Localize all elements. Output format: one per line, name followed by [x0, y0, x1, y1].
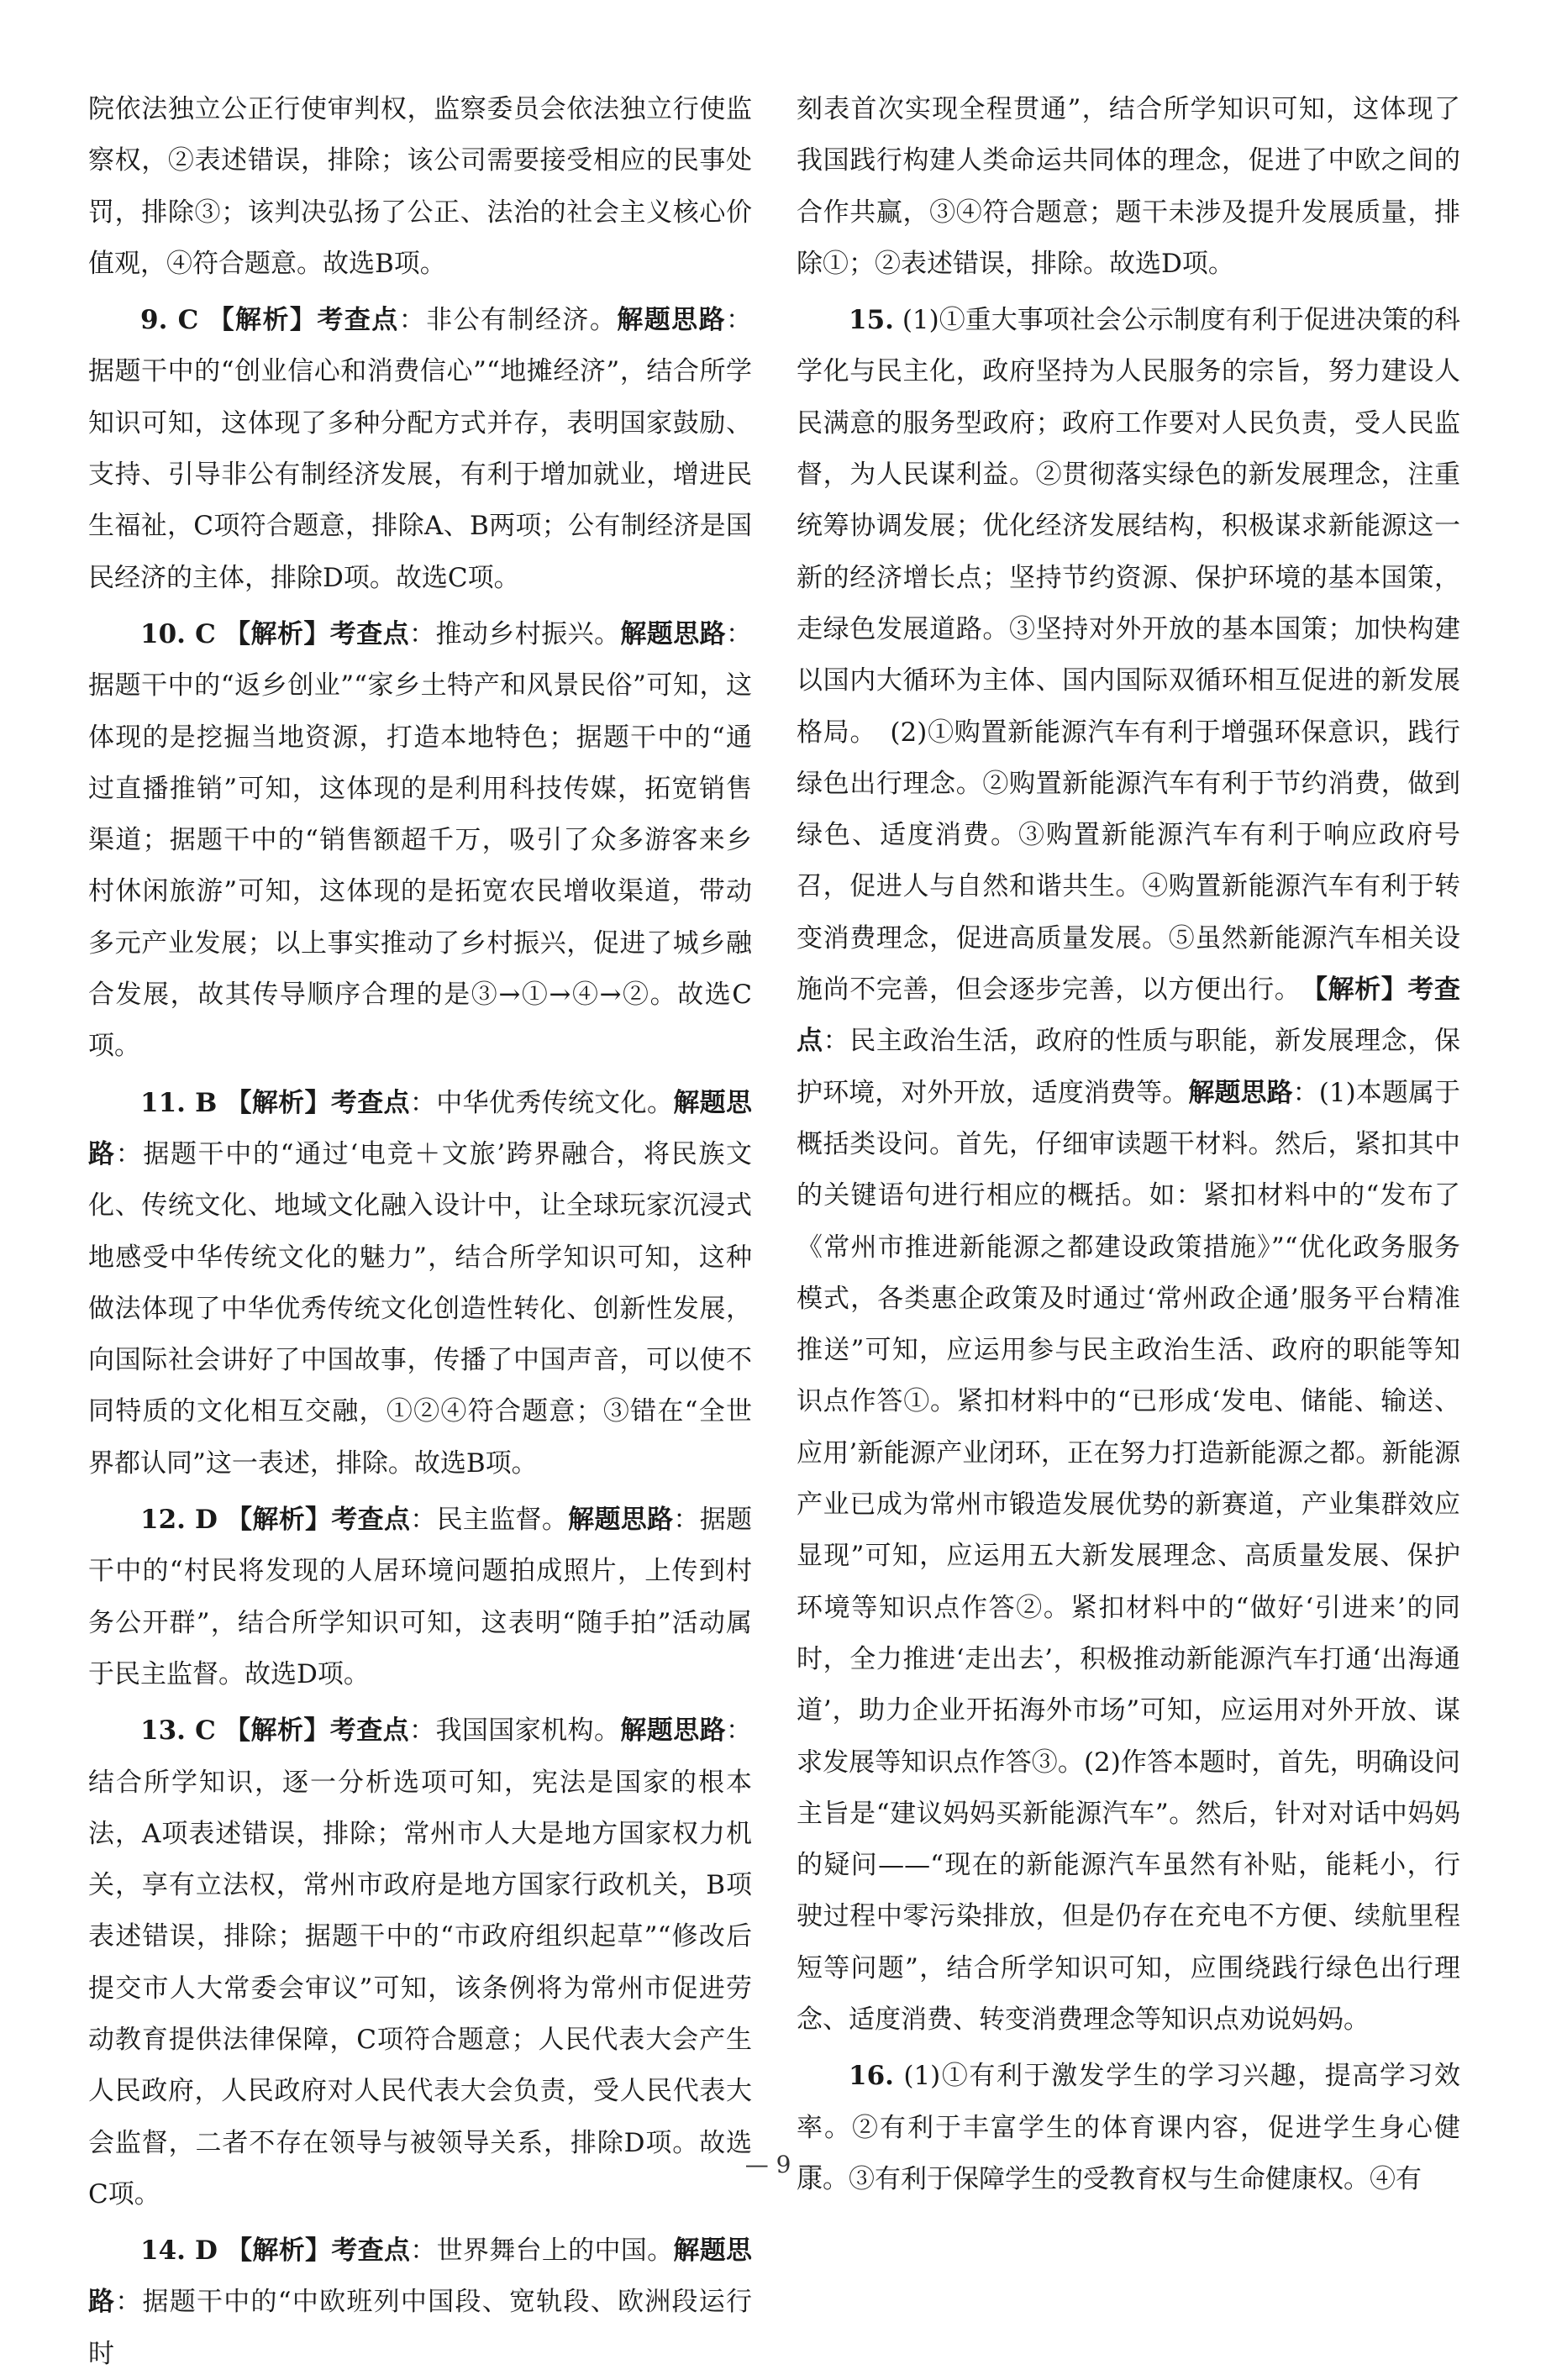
item-8-cont: [88, 84, 752, 290]
answer-number: 12. D: [140, 1505, 218, 1536]
solution-idea-label: 解题思路: [617, 305, 727, 336]
space: [216, 619, 224, 649]
space: [218, 2236, 226, 2266]
analysis-tag: 【解析】: [208, 305, 318, 336]
solution-idea-label: 解题思路: [88, 1087, 753, 1169]
answer-number: 16.: [849, 2061, 894, 2092]
answer-number: 13. C: [140, 1715, 216, 1747]
explanation-text: ：据题干中的“村民将发现的人居环境问题拍成照片，上传到村务公开群”，结合所学知识可知，这表明“随手拍”活动属于民主监督。故选D项。: [88, 1505, 753, 1689]
analysis-tag: 【解析】: [225, 1087, 331, 1118]
key-point-text: ：民主监督。: [410, 1505, 569, 1536]
space: [218, 1505, 226, 1535]
key-point-label: 考查点: [317, 305, 399, 336]
solution-idea-label: 解题思路: [568, 1505, 674, 1536]
item-11: [88, 1078, 752, 1489]
space: [198, 305, 208, 335]
key-point-label: 考查点: [329, 1715, 410, 1747]
explanation-text: 刻表首次实现全程贯通”，结合所学知识可知，这体现了我国践行构建人类命运共同体的理念，促进了中欧之间的合作共赢，③④符合题意；题干未涉及提升发展质量，排除①；②表述错误，排除。故选D项。: [797, 94, 1460, 279]
analysis-tag: 【解析】: [224, 618, 330, 649]
item-10: [88, 609, 752, 1073]
answer-text: (1)①重大事项社会公示制度有利于促进决策的科学化与民主化，政府坚持为人民服务的宗旨，努力建设人民满意的服务型政府；政府工作要对人民负责，受人民监督，为人民谋利益。②贯彻落实绿色的新发展理念，注重统筹协调发展；优化经济发展结构，积极谋求新能源这一新的经济增长点；坚持节约资源、保护环境的基本国策，走绿色发展道路。③坚持对外开放的基本国策；加快构建以国内大循环为主体、国内国际双循环相互促进的新发展格局。 (2)①购置新能源汽车有利于增强环保意识，践行绿色出行理念。②购置新能源汽车有利于节约消费，做到绿色、适度消费。③购置新能源汽车有利于响应政府号召，促进人与自然和谐共生。④购置新能源汽车有利于转变消费理念，促进高质量发展。⑤虽然新能源汽车相关设施尚不完善，但会逐步完善，以方便出行。: [797, 305, 1460, 1006]
answer-number: 15.: [849, 305, 894, 336]
item-16: [797, 2051, 1460, 2205]
key-point-text: ：我国国家机构。: [409, 1715, 621, 1747]
answer-number: 9. C: [140, 305, 199, 336]
item-15: [797, 295, 1460, 2046]
key-point-label: 考查点: [797, 975, 1461, 1057]
left-column: [88, 84, 752, 2380]
key-point-text: ：中华优秀传统文化。: [409, 1087, 674, 1118]
space: [216, 1715, 224, 1746]
explanation-text: ：(1)本题属于概括类设问。首先，仔细审读题干材料。然后，紧扣其中的关键语句进行相应的概括。如：紧扣材料中的“发布了《常州市推进新能源之都建设政策措施》”“优化政务服务模式，各类惠企政策及时通过‘常州政企通’服务平台精准推送”可知，应运用参与民主政治生活、政府的职能等知识点作答①。紧扣材料中的“已形成‘发电、储能、输送、应用’新能源产业闭环，正在努力打造新能源之都。新能源产业已成为常州市锻造发展优势的新赛道，产业集群效应显现”可知，应运用五大新发展理念、高质量发展、保护环境等知识点作答②。紧扣材料中的“做好‘引进来’的同时，全力推进‘走出去’，积极推动新能源汽车打通‘出海通道’，助力企业开拓海外市场”可知，应运用对外开放、谋求发展等知识点作答③。(2)作答本题时，首先，明确设问主旨是“建议妈妈买新能源汽车”。然后，针对对话中妈妈的疑问——“现在的新能源汽车虽然有补贴，能耗小，行驶过程中零污染排放，但是仍存在充电不方便、续航里程短等问题”，结合所学知识可知，应围绕践行绿色出行理念、适度消费、转变消费理念等知识点劝说妈妈。: [797, 1077, 1461, 2035]
key-point-label: 考查点: [331, 1505, 411, 1536]
solution-idea-label: 解题思路: [1188, 1077, 1293, 1108]
answer-number: 11. B: [140, 1087, 218, 1118]
item-14: [88, 2225, 752, 2380]
key-point-text: ：民主政治生活，政府的性质与职能，新发展理念，保护环境，对外开放，适度消费等。: [797, 1026, 1460, 1108]
answer-number: 10. C: [140, 618, 216, 649]
item-14-cont: [797, 84, 1460, 290]
key-point-label: 考查点: [329, 618, 410, 649]
space: [894, 305, 902, 335]
key-point-text: ：非公有制经济。: [398, 305, 618, 336]
answer-number: 14. D: [140, 2236, 218, 2267]
key-point-label: 考查点: [330, 1087, 410, 1118]
explanation-text: ：结合所学知识，逐一分析选项可知，宪法是国家的根本法，A项表述错误，排除；常州市人大是地方国家权力机关，享有立法权，常州市政府是地方国家行政机关，B项表述错误，排除；据题干中的“市政府组织起草”“修改后提交市人大常委会审议”可知，该条例将为常州市促进劳动教育提供法律保障，C项符合题意；人民代表大会产生人民政府，人民政府对人民代表大会负责，受人民代表大会监督，二者不存在领导与被领导关系，排除D项。故选C项。: [88, 1715, 753, 2209]
explanation-text: ：据题干中的“中欧班列中国段、宽轨段、欧洲段运行时: [88, 2287, 752, 2369]
right-column: [797, 84, 1460, 2205]
item-12: [88, 1495, 752, 1700]
explanation-text: ：据题干中的“通过‘电竞＋文旅’跨界融合，将民族文化、传统文化、地域文化融入设计中，让全球玩家沉浸式地感受中华传统文化的魅力”，结合所学知识可知，这种做法体现了中华优秀传统文化创造性转化、创新性发展，向国际社会讲好了中国故事，传播了中国声音，可以使不同特质的文化相互交融，①②④符合题意；③错在“全世界都认同”这一表述，排除。故选B项。: [88, 1138, 753, 1479]
analysis-tag: 【解析】: [224, 1715, 330, 1747]
space: [894, 2061, 903, 2091]
key-point-text: ：推动乡村振兴。: [409, 618, 621, 649]
analysis-tag: 【解析】: [226, 2236, 332, 2267]
solution-idea-label: 解题思路: [88, 2236, 753, 2318]
key-point-text: ：世界舞台上的中国。: [410, 2236, 674, 2267]
explanation-text: ：据题干中的“返乡创业”“家乡土特产和风景民俗”可知，这体现的是挖掘当地资源，打造本地特色；据题干中的“通过直播推销”可知，这体现的是利用科技传媒，拓宽销售渠道；据题干中的“销售额超千万，吸引了众多游客来乡村休闲旅游”可知，这体现的是拓宽农民增收渠道，带动多元产业发展；以上事实推动了乡村振兴，促进了城乡融合发展，故其传导顺序合理的是③→①→④→②。故选C项。: [88, 618, 753, 1062]
page-number: — 9 —: [744, 2151, 823, 2178]
space: [217, 1088, 225, 1118]
analysis-tag: 【解析】: [1314, 975, 1408, 1006]
item-9: [88, 295, 752, 604]
explanation-text: 院依法独立公正行使审判权，监察委员会依法独立行使监察权，②表述错误，排除；该公司需要接受相应的民事处罚，排除③；该判决弘扬了公正、法治的社会主义核心价值观，④符合题意。故选B项。: [88, 94, 752, 279]
solution-idea-label: 解题思路: [620, 1715, 727, 1747]
explanation-text: ：据题干中的“创业信心和消费信心”“地摊经济”，结合所学知识可知，这体现了多种分配方式并存，表明国家鼓励、支持、引导非公有制经济发展，有利于增加就业，增进民生福祉，C项符合题意，排除A、B两项；公有制经济是国民经济的主体，排除D项。故选C项。: [88, 305, 753, 593]
key-point-label: 考查点: [331, 2236, 411, 2267]
item-13: [88, 1705, 752, 2220]
analysis-tag: 【解析】: [226, 1505, 332, 1536]
answer-text: (1)①有利于激发学生的学习兴趣，提高学习效率。②有利于丰富学生的体育课内容，促进学生身心健康。③有利于保障学生的受教育权与生命健康权。④有: [797, 2061, 1460, 2194]
solution-idea-label: 解题思路: [620, 618, 727, 649]
